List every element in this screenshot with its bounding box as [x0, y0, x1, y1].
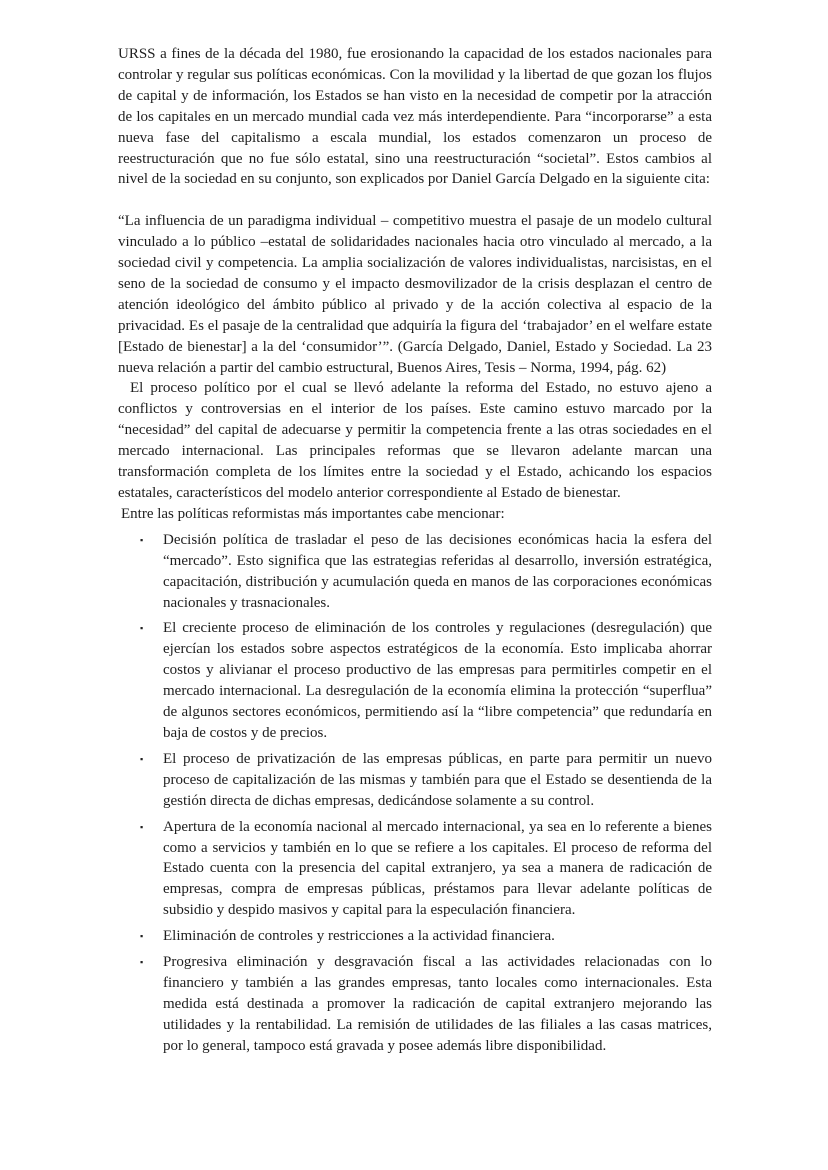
bullet-square-icon: ▪ [140, 623, 144, 634]
document-text-block [118, 44, 712, 1057]
list-item [118, 618, 712, 743]
bullet-square-icon: ▪ [140, 534, 144, 545]
list-item [118, 749, 712, 812]
list-item-text: Apertura de la economía nacional al mercado internacional, ya sea en lo referente a bienes como a servicios y también en lo que se refiere a los capitales. El proceso de reforma del Estado cuenta con la presencia del capital extranjero, ya sea a manera de radicación de empresas, compra de empresas públicas, préstamos para llevar adelante políticas de subsidio y despido masivos y capital para la especulación financiera. [163, 818, 712, 919]
bullet-list [118, 530, 712, 1057]
list-item-text: Eliminación de controles y restricciones a la actividad financiera. [163, 928, 555, 945]
list-item [118, 817, 712, 922]
bullet-square-icon: ▪ [140, 753, 144, 764]
list-item [118, 952, 712, 1057]
bullet-list-intro: Entre las políticas reformistas más importantes cabe mencionar: [121, 505, 505, 522]
list-item [118, 926, 712, 947]
list-item-text: El proceso de privatización de las empresas públicas, en parte para permitir un nuevo proceso de capitalización de las mismas y también para que el Estado se desentienda de la gestión directa de dichas empresas, dedicándose solamente a su control. [163, 750, 712, 809]
list-item-text: El creciente proceso de eliminación de los controles y regulaciones (desregulación) que ejercían los estados sobre aspectos estratégicos de la economía. Esto implicaba ahorrar costos y alivianar el proceso productivo de las empresas para permitirles competir en el mercado internacional. La desregulación de la economía elimina la protección “superflua” de algunos sectores económicos, permitiendo así la “libre competencia” que redundaría en baja de costos y de precios. [163, 620, 712, 741]
bullet-square-icon: ▪ [140, 821, 144, 832]
paragraph-quote-garcia-delgado: “La influencia de un paradigma individual – competitivo muestra el pasaje de un modelo cultural vinculado a lo público –estatal de solidaridades nacionales hacia otro vinculado al mercado, a la sociedad civil y competencia. La amplia socialización de valores individualistas, narcisistas, en el seno de la sociedad de consumo y el impacto desmovilizador de la crisis desplazan el centro de atención ideológico del ámbito público al privado y de la acción colectiva al espacio de la privacidad. Es el pasaje de la centralidad que adquiría la figura del ‘trabajador’ en el welfare estate [Estado de bienestar] a la del ‘consumidor’”. (García Delgado, Daniel, Estado y Sociedad. La 23 nueva relación a partir del cambio estructural, Buenos Aires, Tesis – Norma, 1994, pág. 62) [118, 213, 712, 376]
paragraph-state-reform: El proceso político por el cual se llevó adelante la reforma del Estado, no estuvo ajeno a conflictos y controversias en el interior de los países. Este camino estuvo marcado por la “necesidad” del capital de adecuarse y permitir la competencia frente a las otras sociedades en el mercado internacional. Las principales reformas que se llevaron adelante marcan una transformación completa de los límites entre la sociedad y el Estado, achicando los espacios estatales, característicos del modelo anterior correspondiente al Estado de bienestar. [118, 380, 712, 502]
list-item-text: Decisión política de trasladar el peso de las decisiones económicas hacia la esfera del “mercado”. Esto significa que las estrategias referidas al desarrollo, inversión estratégica, capacitación, distribución y acumulación queda en manos de las corporaciones económicas nacionales y trasnacionales. [163, 531, 712, 611]
list-item [118, 530, 712, 614]
paragraph-intro: URSS a fines de la década del 1980, fue erosionando la capacidad de los estados nacionales para controlar y regular sus políticas económicas. Con la movilidad y la libertad de que gozan los flujos de capital y de información, los Estados se han visto en la necesidad de competir por la atracción de los capitales en un mercado mundial cada vez más interdependiente. Para “incorporarse” a esta nueva fase del capitalismo a escala mundial, los estados comenzaron un proceso de reestructuración que no fue sólo estatal, sino una reestructuración “societal”. Estos cambios al nivel de la sociedad en su conjunto, son explicados por Daniel García Delgado en la siguiente cita: [118, 46, 712, 188]
bullet-square-icon: ▪ [140, 931, 144, 942]
list-item-text: Progresiva eliminación y desgravación fiscal a las actividades relacionadas con lo financiero y también a las grandes empresas, tanto locales como internacionales. Esta medida está destinada a promover la radicación de capital extranjero mejorando las utilidades y la rentabilidad. La remisión de utilidades de las filiales a las casas matrices, por lo general, tampoco está gravada y posee además libre disponibilidad. [163, 954, 712, 1054]
bullet-square-icon: ▪ [140, 957, 144, 968]
